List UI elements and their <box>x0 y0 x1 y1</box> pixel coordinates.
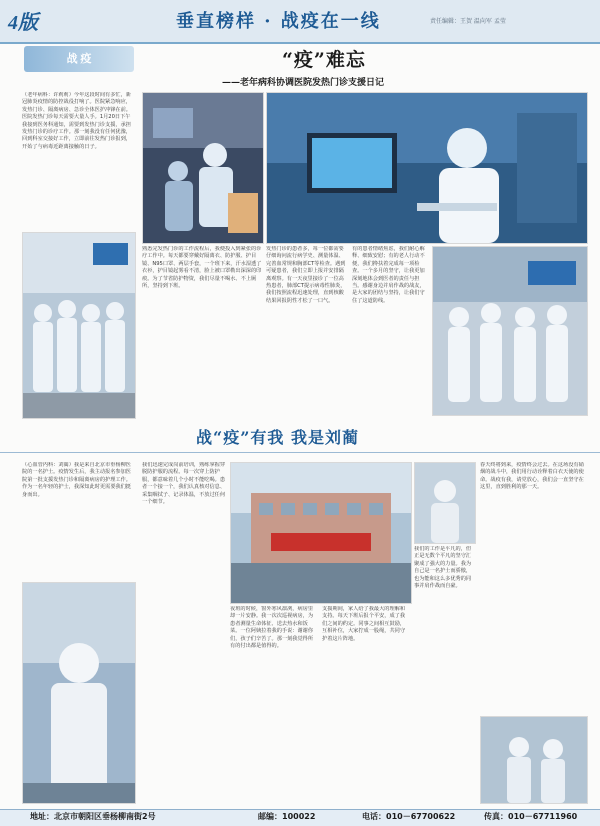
footer-address: 地址：北京市朝阳区垂杨柳南街2号 <box>30 812 156 821</box>
article2-column-4: 支援期间，家人给了我最大的理解和支持。每天下班后报个平安，成了我们之间的约定。同事之间相互鼓励，互相补位，大家拧成一股绳，共同守护着这片阵地。 <box>322 606 406 642</box>
photo-ward-illustration <box>481 717 587 803</box>
photo-staff-illustration <box>433 247 587 415</box>
footer-postcode: 邮编：100022 <box>258 812 316 821</box>
article2-column-1: （心血管内科：刘蔺）我是来自北京市垂杨柳医院的一名护士。疫情发生后，我主动报名参加医院第一批支援发热门诊和隔离病房的护理工作。作为一名年轻的护士，我深知此时更需要我们挺身而出。 <box>22 462 131 498</box>
article2-column-3: 夜班的时候，窗外寒风凛冽，病房里却一片安静。我一次次巡视病房，为患者测量生命体征、送去热水和饭菜。一位阿姨拉着我的手说：谢谢你们，孩子们辛苦了。那一刻我觉得所有的付出都是值得的。 <box>230 606 314 650</box>
article1-title: “疫”难忘 <box>282 49 366 71</box>
photo-doctor-illustration <box>267 93 587 243</box>
photo-hospital-building <box>230 462 412 604</box>
photo-doctor-at-computer <box>266 92 588 244</box>
photo-staff-group <box>432 246 588 416</box>
hospital-logo: 战 疫 <box>24 46 134 72</box>
article2-column-6: 春天终将到来，疫情终会过去。在这场没有硝烟的战斗中，我们用行动诠释着白衣天使的使命。战疫有我，请党放心，我们会一直坚守在这里，直到胜利的那一天。 <box>480 462 584 491</box>
article2-column-5: 我们的工作是平凡的，但正是无数个平凡的坚守汇聚成了强大的力量。我为自己是一名护士而骄傲，也为能和这么多优秀的同事并肩作战而自豪。 <box>414 546 472 590</box>
photo-sample-collection <box>142 92 264 244</box>
footer-fax: 传真：010－67711960 <box>484 812 578 821</box>
article1-subtitle: ——老年病科协调医院发热门诊支援日记 <box>222 78 385 88</box>
article1-column-1: （老年病科：许莉莉）今年这段时间有多忙，新冠肺炎疫情的防控战役打响了。医院紧急响应，发热门诊、隔离病房、急诊全体医护冲锋在前。医院发热门诊每天需要大量人手。1月20日下午我接到医务科通知，需要到发热门诊支援，承担发热门诊的诊疗工作。那一刻我没有任何犹豫，回到科室交接好工作，立即前往发热门诊报到，开始了与病毒近距离接触的日子。 <box>22 92 131 150</box>
photo-nurse-small <box>414 462 476 544</box>
photo-building-illustration <box>231 463 411 603</box>
photo-ward-staff <box>480 716 588 804</box>
photo-medical-staff-illustration <box>143 93 263 243</box>
photo-nurse-illustration <box>23 583 135 803</box>
page-number: 4版 <box>8 12 38 34</box>
article1-column-3: 发热门诊的患者多，每一位都需要仔细询问流行病学史、测量体温、完善血常规和胸部CT等检查。遇到可疑患者，我们立即上报并安排隔离观察。有一天夜里接诊了一位高热患者，肺部CT提示病毒性肺炎，我们按照流程迅速处理，直到核酸结果回报阴性才松了一口气。 <box>266 246 346 304</box>
editor-credit: 责任编辑：王贺 温向军 孟莹 <box>430 18 506 25</box>
section-banner: 垂直榜样 · 战疫在一线 <box>176 11 381 32</box>
photo-team-illustration <box>23 233 135 418</box>
article1-column-2: 熟悉完发热门诊的工作流程后，我便投入到紧张的诊疗工作中。每天都要穿戴好隔离衣、防护服、护目镜、N95口罩、两层手套，一个班下来，汗水湿透了衣衫，护目镜起雾看不清，脸上被口罩勒出深深的印痕。为了节省防护物资，我们尽量不喝水、不上厕所，坚持到下班。 <box>142 246 262 290</box>
article2-column-2: 我们迅速完成岗前培训，熟练掌握穿脱防护服的流程。每一次穿上防护服，都意味着几个小时不能吃喝。患者一个接一个，我们认真核对信息、采集咽拭子、记录体温，不放过任何一个细节。 <box>142 462 226 506</box>
photo-nurse-portrait <box>22 582 136 804</box>
photo-team-in-protective-suits <box>22 232 136 419</box>
footer-phone: 电话：010－67700622 <box>362 812 456 821</box>
article2-title: 战“疫”有我 我是刘蔺 <box>196 428 359 447</box>
section-divider <box>0 452 600 453</box>
photo-nurse-small-illustration <box>415 463 475 543</box>
article1-column-4: 有的患者情绪焦虑，我们耐心解释、细致安慰；有的老人行动不便，我们搀扶着完成每一项检查。一个多月的坚守，让我更加深刻地体会到医者的责任与担当。感谢身边并肩作战的战友，是大家的团结与坚持，让我们守住了这道防线。 <box>352 246 425 304</box>
